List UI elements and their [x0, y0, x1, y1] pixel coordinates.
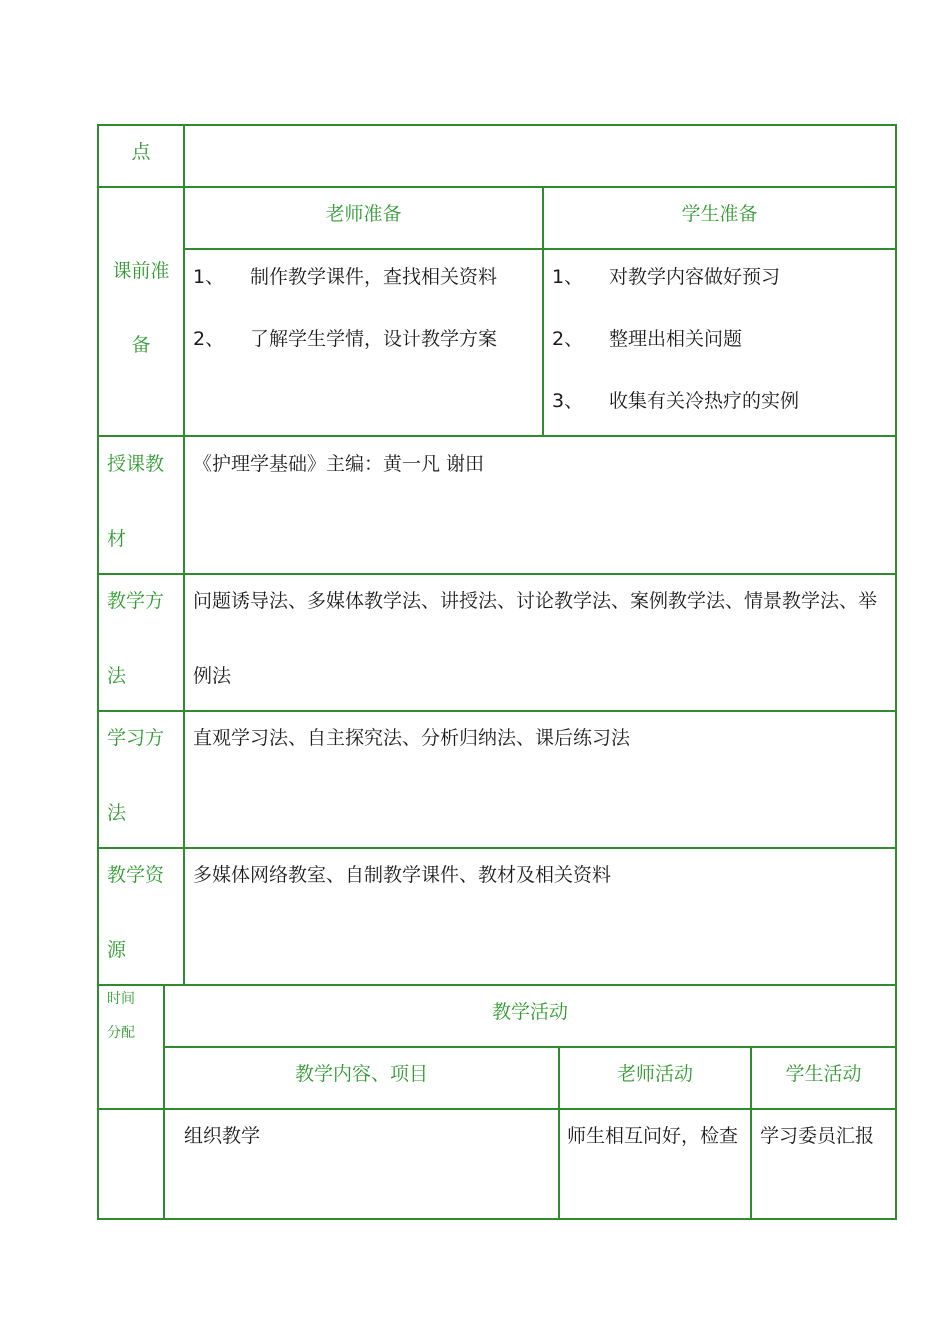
- student-prep-item-text: 对教学内容做好预习: [609, 266, 781, 288]
- table-border: [97, 124, 99, 1220]
- student-prep-item-text: 整理出相关问题: [609, 328, 743, 350]
- table-border: [97, 710, 897, 712]
- table-border: [97, 573, 897, 575]
- teacher-prep-item-text: 了解学生学情，设计教学方案: [250, 328, 498, 350]
- col-header-student: 学生活动: [785, 1063, 862, 1085]
- teaching-method-label: 教学方: [107, 590, 165, 612]
- student-prep-item-number: 2、: [552, 328, 584, 350]
- prep-label: 备: [131, 334, 151, 356]
- textbook-label: 授课教: [107, 453, 165, 475]
- learning-method-content: 直观学习法、自主探究法、分析归纳法、课后练习法: [193, 727, 631, 749]
- focus-label: 点: [131, 141, 151, 163]
- table-border: [97, 1218, 897, 1220]
- table-border: [183, 124, 185, 986]
- col-header-content: 教学内容、项目: [294, 1063, 428, 1085]
- table-border: [183, 248, 897, 250]
- resources-label: 源: [107, 939, 127, 961]
- student-prep-header: 学生准备: [681, 203, 758, 225]
- teacher-prep-item-number: 1、: [193, 266, 225, 288]
- table-border: [97, 984, 897, 986]
- table-border: [97, 186, 897, 188]
- time-allocation-label: 时间: [107, 991, 135, 1007]
- resources-label: 教学资: [107, 864, 165, 886]
- teaching-method-content: 问题诱导法、多媒体教学法、讲授法、讨论教学法、案例教学法、情景教学法、举: [193, 590, 878, 612]
- textbook-content: 《护理学基础》主编：黄一凡 谢田: [193, 453, 485, 475]
- activities-header: 教学活动: [491, 1001, 568, 1023]
- resources-content: 多媒体网络教室、自制教学课件、教材及相关资料: [193, 864, 612, 886]
- teacher-prep-item-text: 制作教学课件，查找相关资料: [250, 266, 498, 288]
- activity-teacher: 师生相互问好，检查: [567, 1125, 739, 1147]
- table-border: [97, 847, 897, 849]
- teaching-method-label: 法: [107, 665, 127, 687]
- teacher-prep-header: 老师准备: [325, 203, 402, 225]
- student-prep-item-text: 收集有关冷热疗的实例: [609, 390, 800, 412]
- table-border: [97, 435, 897, 437]
- student-prep-item-number: 3、: [552, 390, 584, 412]
- table-border: [895, 124, 897, 1220]
- textbook-label: 材: [107, 528, 127, 550]
- table-border: [163, 1046, 897, 1048]
- student-prep-item-number: 1、: [552, 266, 584, 288]
- activity-content: 组织教学: [184, 1125, 261, 1147]
- table-border: [97, 124, 897, 126]
- prep-label: 课前准: [112, 260, 170, 282]
- activity-student: 学习委员汇报: [760, 1125, 875, 1147]
- learning-method-label: 学习方: [107, 727, 165, 749]
- teacher-prep-item-number: 2、: [193, 328, 225, 350]
- col-header-teacher: 老师活动: [616, 1063, 693, 1085]
- time-allocation-label: 分配: [107, 1025, 135, 1041]
- teaching-method-content: 例法: [193, 665, 232, 687]
- table-border: [97, 1108, 897, 1110]
- learning-method-label: 法: [107, 802, 127, 824]
